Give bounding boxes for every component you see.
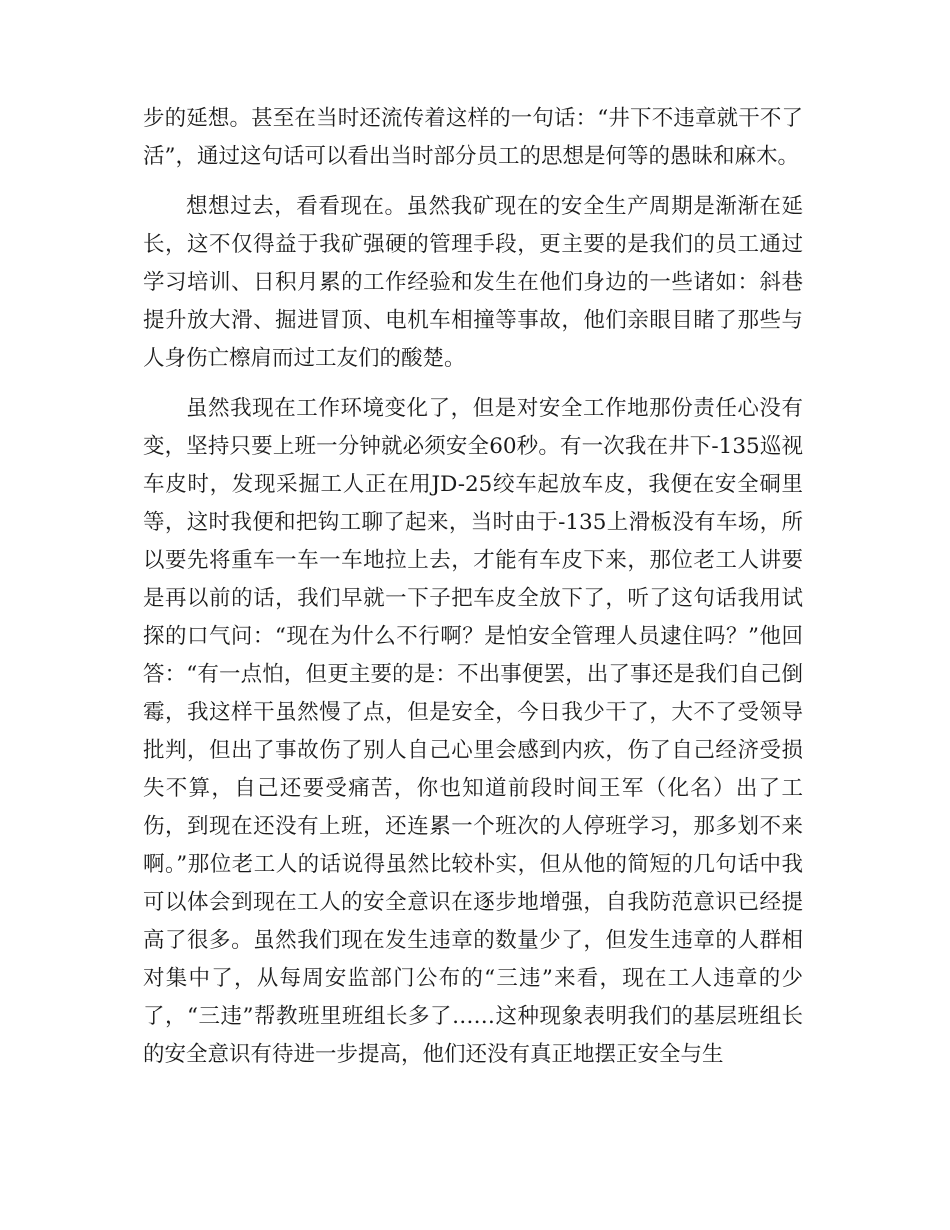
paragraph-safety-story: 虽然我现在工作环境变化了，但是对安全工作地那份责任心没有变，坚持只要上班一分钟就必须安全60秒。有一次我在井下-135巡视车皮时，发现采掘工人正在用JD-25绞车起放车皮，我便在安全硐里等，这时我便和把钩工聊了起来，当时由于-135上滑板没有车场，所以要先将重车一车一车地拉上去，才能有车皮下来，那位老工人讲要是再以前的话，我们早就一下子把车皮全放下了，听了这句话我用试探的口气问：“现在为什么不行啊？是怕安全管理人员逮住吗？”他回答：“有一点怕，但更主要的是：不出事便罢，出了事还是我们自己倒霉，我这样干虽然慢了点，但是安全，今日我少干了，大不了受领导批判，但出了事故伤了别人自己心里会感到内疚，伤了自己经济受损失不算，自己还要受痛苦，你也知道前段时间王军（化名）出了工伤，到现在还没有上班，还连累一个班次的人停班学习，那多划不来啊。”那位老工人的话说得虽然比较朴实，但从他的简短的几句话中我可以体会到现在工人的安全意识在逐步地增强，自我防范意识已经提高了很多。虽然我们现在发生违章的数量少了，但发生违章的人群相对集中了，从每周安监部门公布的“三违”来看，现在工人违章的少了，“三违”帮教班里班组长多了……这种现象表明我们的基层班组长的安全意识有待进一步提高，他们还没有真正地摆正安全与生	[143, 396, 803, 1067]
paragraph-continuation: 步的延想。甚至在当时还流传着这样的一句话：“井下不违章就干不了活”，通过这句话可以看出当时部分员工的思想是何等的愚昧和麻木。	[143, 106, 803, 169]
document-body	[143, 100, 803, 1086]
paragraph-past-and-present: 想想过去，看看现在。虽然我矿现在的安全生产周期是渐渐在延长，这不仅得益于我矿强硬的管理手段，更主要的是我们的员工通过学习培训、日积月累的工作经验和发生在他们身边的一些诸如：斜巷提升放大滑、掘进冒顶、电机车相撞等事故，他们亲眼目睹了那些与人身伤亡檫肩而过工友们的酸楚。	[143, 194, 803, 371]
